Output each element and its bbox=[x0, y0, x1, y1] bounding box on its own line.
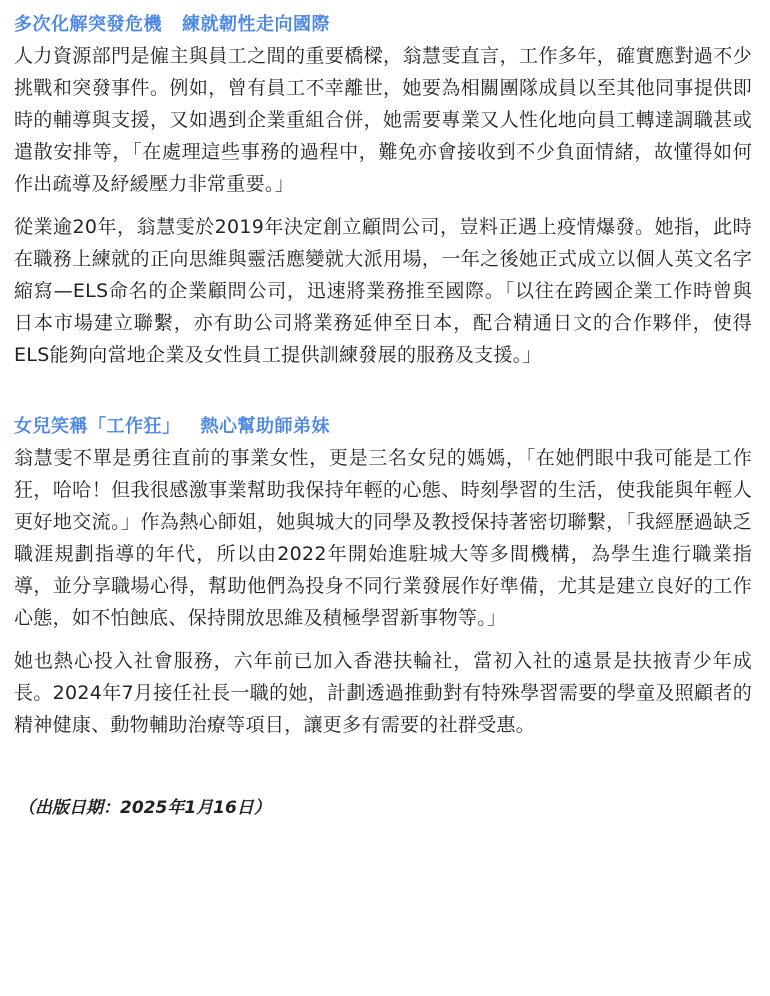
article bbox=[14, 10, 752, 823]
heading-part-1: 女兒笑稱「工作狂」 bbox=[14, 416, 181, 437]
heading-part-2: 熱心幫助師弟妹 bbox=[200, 416, 330, 437]
paragraph-hr-challenges: 人力資源部門是僱主與員工之間的重要橋樑，翁慧雯直言，工作多年，確實應對過不少挑戰和突發事件。例如，曾有員工不幸離世，她要為相關團隊成員以至其他同事提供即時的輔導與支援，又如遇到企業重組合併，她需要專業又人性化地向員工轉達調職甚或遣散安排等，「在處理這些事務的過程中，難免亦會接收到不少負面情緒，故懂得如何作出疏導及紓緩壓力非常重要。」 bbox=[14, 45, 752, 195]
publication-date: （出版日期：2025年1月16日） bbox=[18, 798, 271, 818]
section-heading-workaholic-mentor bbox=[14, 412, 752, 442]
section-heading-crisis-resilience bbox=[14, 10, 752, 40]
heading-part-2: 練就韌性走向國際 bbox=[182, 14, 330, 35]
paragraph-mother-and-mentor: 翁慧雯不單是勇往直前的事業女性，更是三名女兒的媽媽，「在她們眼中我可能是工作狂，哈哈！但我很感激事業幫助我保持年輕的心態、時刻學習的生活，使我能與年輕人更好地交流。」作為熱心師姐，她與城大的同學及教授保持著密切聯繫，「我經歷過缺乏職涯規劃指導的年代，所以由2022年開始進駐城大等多間機構，為學生進行職業指導，並分享職場心得，幫助他們為投身不同行業發展作好準備，尤其是建立良好的工作心態，如不怕蝕底、保持開放思維及積極學習新事物等。」 bbox=[14, 447, 752, 629]
paragraph-rotary-service: 她也熱心投入社會服務，六年前已加入香港扶輪社，當初入社的遠景是扶掖青少年成長。2024年7月接任社長一職的她，計劃透過推動對有特殊學習需要的學童及照顧者的精神健康、動物輔助治療等項目，讓更多有需要的社群受惠。 bbox=[14, 650, 752, 736]
paragraph-consultancy-founding: 從業逾20年，翁慧雯於2019年決定創立顧問公司，豈料正遇上疫情爆發。她指，此時在職務上練就的正向思維與靈活應變就大派用場，一年之後她正式成立以個人英文名字縮寫—ELS命名的企業顧問公司，迅速將業務推至國際。「以往在跨國企業工作時曾與日本市場建立聯繫，亦有助公司將業務延伸至日本，配合精通日文的合作夥伴，使得ELS能夠向當地企業及女性員工提供訓練發展的服務及支援。」 bbox=[14, 216, 752, 366]
heading-part-1: 多次化解突發危機 bbox=[14, 14, 162, 35]
